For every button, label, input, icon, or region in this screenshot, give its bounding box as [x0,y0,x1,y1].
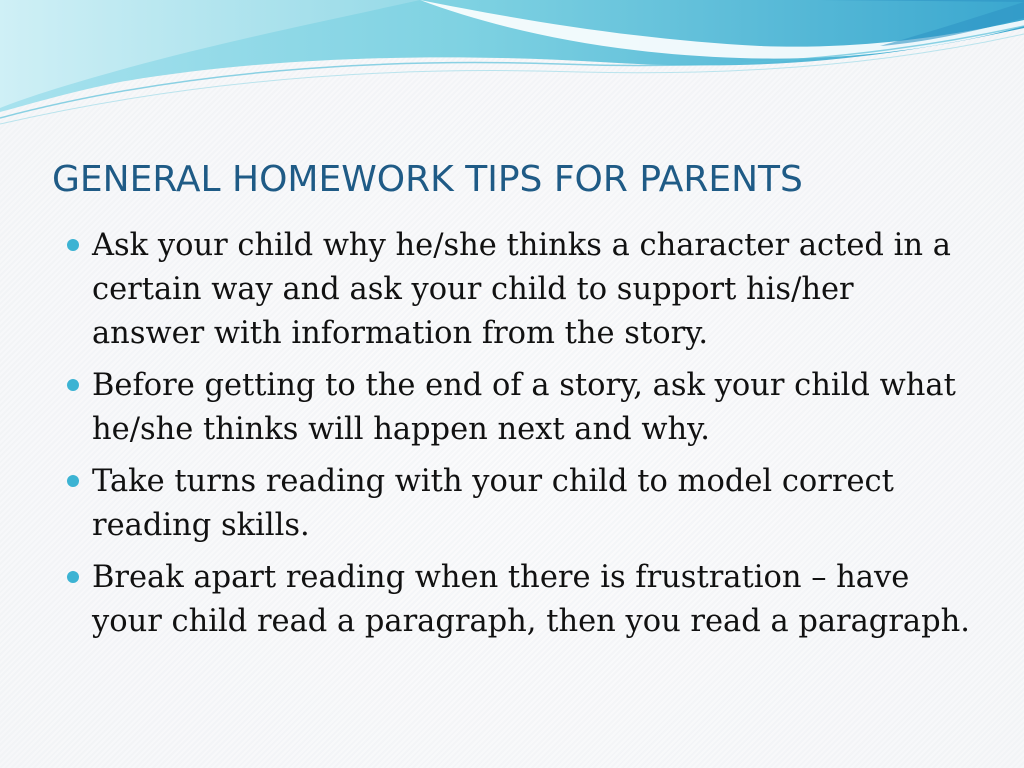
bullet-dot-icon [67,475,79,487]
bullet-text: Ask your child why he/she thinks a character acted in a certain way and ask your child to support his/her answer with information from the story. [92,228,951,351]
bullet-text: Take turns reading with your child to model correct reading skills. [92,464,894,543]
bullet-list [64,224,974,652]
bullet-dot-icon [67,379,79,391]
slide-title: GENERAL HOMEWORK TIPS FOR PARENTS [52,159,803,200]
bullet-item [64,364,974,452]
bullet-item [64,460,974,548]
bullet-text: Break apart reading when there is frustration – have your child read a paragraph, then you read a paragraph. [92,560,970,639]
bullet-item [64,556,974,644]
bullet-dot-icon [67,239,79,251]
bullet-text: Before getting to the end of a story, ask your child what he/she thinks will happen next and why. [92,368,956,447]
bullet-item [64,224,974,356]
decorative-wave-header [0,0,1024,130]
bullet-dot-icon [67,571,79,583]
